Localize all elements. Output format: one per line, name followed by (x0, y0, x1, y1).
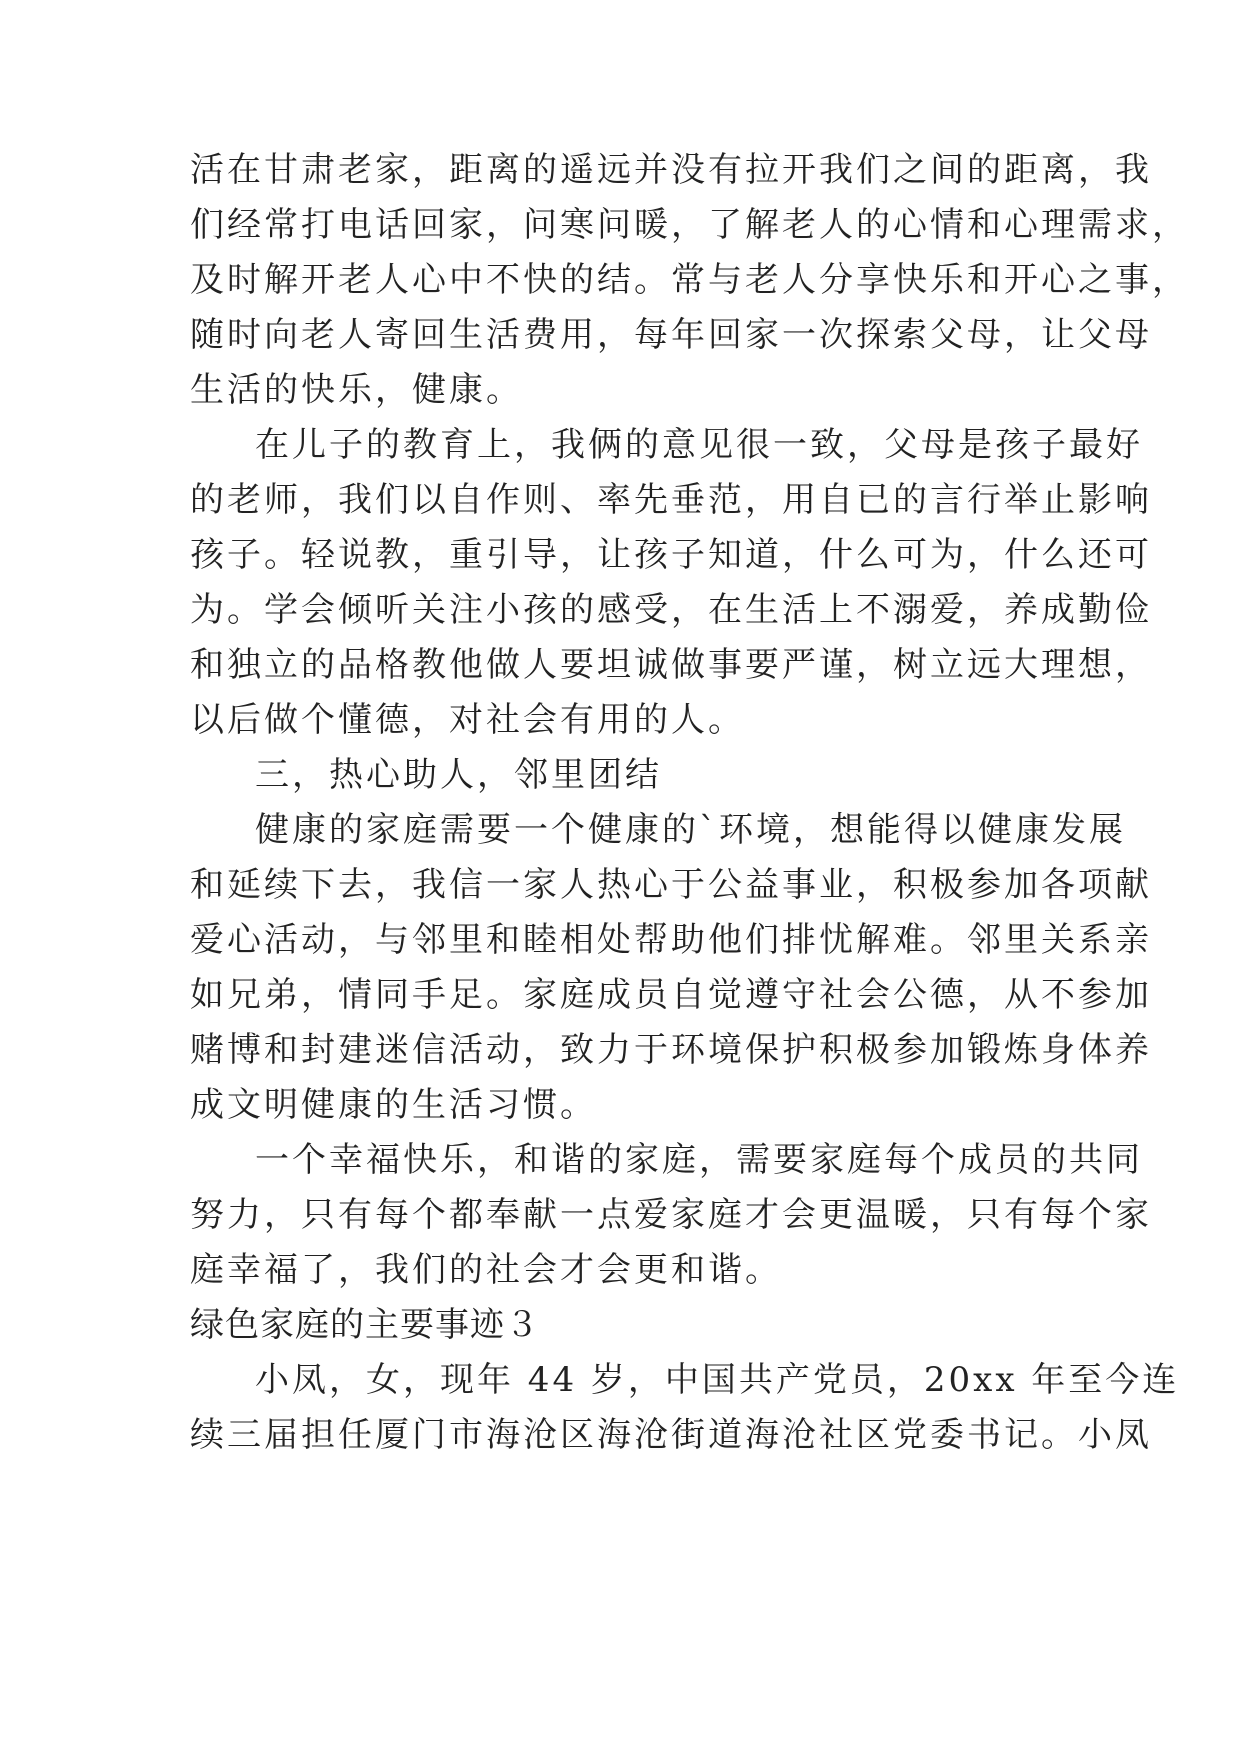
section-heading: 三，热心助人，邻里团结 (255, 755, 662, 795)
document-title: 绿色家庭的主要事迹３ (190, 1305, 540, 1345)
paragraph-line: 为。学会倾听关注小孩的感受，在生活上不溺爱，养成勤俭 (190, 590, 1152, 630)
paragraph-line: 小凤，女，现年 44 岁，中国共产党员，20xx 年至今连 (255, 1360, 1180, 1400)
paragraph-line: 努力，只有每个都奉献一点爱家庭才会更温暖，只有每个家 (190, 1195, 1152, 1235)
paragraph-line: 生活的快乐，健康。 (190, 370, 523, 410)
paragraph-line: 以后做个懂德，对社会有用的人。 (190, 700, 745, 740)
paragraph-line: 孩子。轻说教，重引导，让孩子知道，什么可为，什么还可 (190, 535, 1152, 575)
paragraph-line: 和延续下去，我信一家人热心于公益事业，积极参加各项献 (190, 865, 1152, 905)
paragraph-line: 爱心活动，与邻里和睦相处帮助他们排忧解难。邻里关系亲 (190, 920, 1152, 960)
paragraph-line: 和独立的品格教他做人要坦诚做事要严谨，树立远大理想， (190, 645, 1152, 685)
paragraph-line: 成文明健康的生活习惯。 (190, 1085, 597, 1125)
paragraph-line: 活在甘肃老家，距离的遥远并没有拉开我们之间的距离，我 (190, 150, 1152, 190)
paragraph-line: 随时向老人寄回生活费用，每年回家一次探索父母，让父母 (190, 315, 1152, 355)
paragraph-line: 在儿子的教育上，我俩的意见很一致，父母是孩子最好 (255, 425, 1143, 465)
paragraph-line: 一个幸福快乐，和谐的家庭，需要家庭每个成员的共同 (255, 1140, 1143, 1180)
paragraph-line: 如兄弟，情同手足。家庭成员自觉遵守社会公德，从不参加 (190, 975, 1152, 1015)
paragraph-line: 及时解开老人心中不快的结。常与老人分享快乐和开心之事， (190, 260, 1189, 300)
paragraph-line: 续三届担任厦门市海沧区海沧街道海沧社区党委书记。小凤 (190, 1415, 1152, 1455)
paragraph-line: 赌博和封建迷信活动，致力于环境保护积极参加锻炼身体养 (190, 1030, 1152, 1070)
paragraph-line: 们经常打电话回家，问寒问暖，了解老人的心情和心理需求， (190, 205, 1189, 245)
paragraph-line: 庭幸福了，我们的社会才会更和谐。 (190, 1250, 782, 1290)
paragraph-line: 健康的家庭需要一个健康的`环境，想能得以健康发展 (255, 810, 1126, 850)
paragraph-line: 的老师，我们以自作则、率先垂范，用自已的言行举止影响 (190, 480, 1152, 520)
